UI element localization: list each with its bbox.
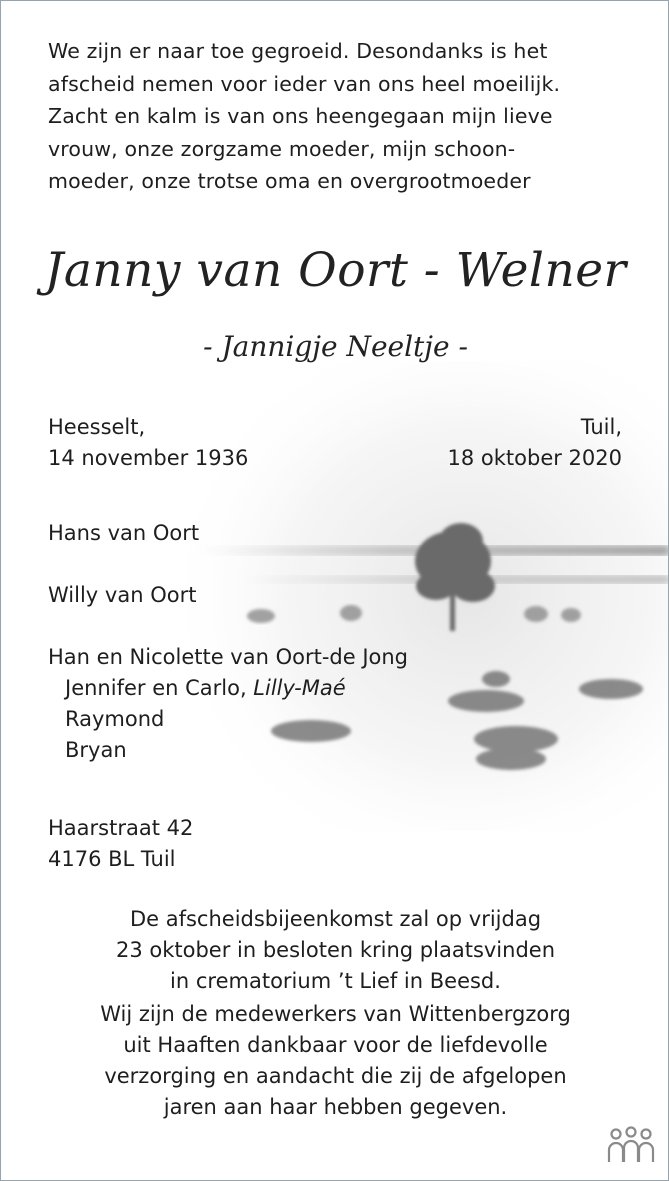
death-place: Tuil, (580, 415, 622, 439)
intro-text (48, 35, 624, 198)
deceased-name: Janny van Oort - Welner (44, 243, 627, 298)
family-member: Han en Nicolette van Oort-de Jong (48, 645, 409, 669)
thanks-line: verzorging en aandacht die zij de afgelopen (104, 1064, 567, 1088)
birth-place: Heesselt, (48, 415, 146, 439)
intro-line: vrouw, onze zorgzame moeder, mijn schoon- (48, 136, 516, 161)
thanks-line: uit Haaften dankbaar voor de liefdevolle (123, 1033, 548, 1057)
deceased-given-names: - Jannigje Neeltje - (203, 330, 468, 363)
family-member: Willy van Oort (48, 583, 197, 607)
death-date: 18 oktober 2020 (447, 446, 622, 470)
thanks-line: Wij zijn de medewerkers van Wittenbergzorg (100, 1002, 571, 1026)
grandchild: Bryan (65, 738, 127, 762)
address-street: Haarstraat 42 (48, 816, 194, 840)
intro-line: afscheid nemen voor ieder van ons heel moeilijk. (48, 71, 561, 96)
great-grandchild-name: Lilly-Maé (253, 676, 346, 700)
ceremony-text (1, 904, 669, 997)
birth-info (48, 412, 248, 474)
grandchild-names: Jennifer en Carlo, (65, 676, 254, 700)
ceremony-line: 23 oktober in besloten kring plaatsvinden (115, 938, 556, 962)
people-group-icon (606, 1126, 656, 1166)
thanks-line: jaren aan haar hebben gegeven. (163, 1095, 508, 1119)
family-list (48, 518, 408, 766)
address-postal-city: 4176 BL Tuil (48, 847, 176, 871)
birth-date: 14 november 1936 (48, 446, 249, 470)
intro-line: We zijn er naar toe gegroeid. Desondanks is het (48, 39, 548, 63)
grandchild (48, 673, 408, 704)
intro-line: Zacht en kalm is van ons heengegaan mijn lieve (48, 104, 553, 128)
death-info (448, 412, 623, 474)
address (48, 813, 193, 875)
ceremony-line: De afscheidsbijeenkomst zal op vrijdag (129, 907, 542, 931)
intro-line: moeder, onze trotse oma en overgrootmoeder (48, 169, 531, 193)
grandchild: Raymond (65, 707, 165, 731)
ceremony-line: in crematorium ’t Lief in Beesd. (170, 969, 501, 993)
family-member: Hans van Oort (48, 521, 200, 545)
thanks-text (1, 999, 669, 1123)
